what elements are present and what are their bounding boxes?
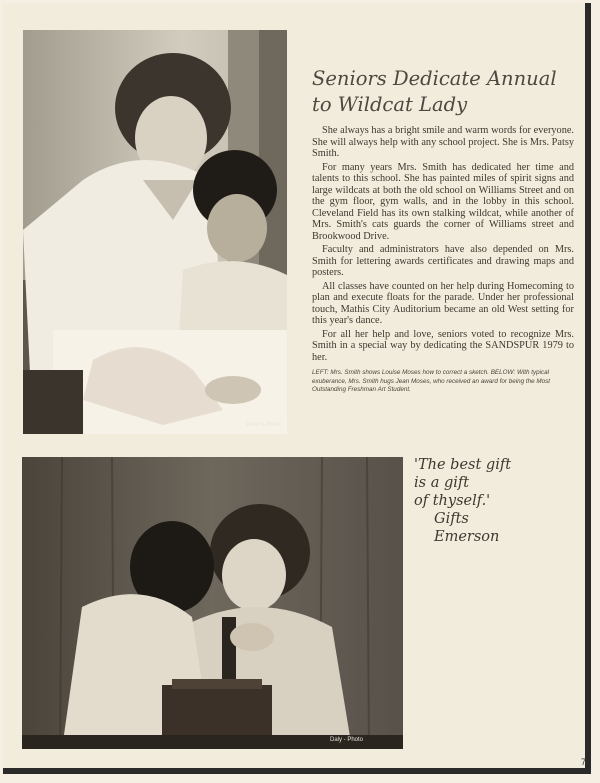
photo-credit-bottom: Daly - Photo [329, 737, 363, 743]
quote-author: Emerson [434, 529, 500, 545]
quote-line-1: 'The best gift [414, 457, 512, 473]
photo-teacher-with-student [23, 30, 287, 434]
photo-teacher-with-student-image [23, 30, 287, 434]
page-number: 7 [580, 757, 586, 767]
article-paragraph: For many years Mrs. Smith has dedicated her time and talents to this school. She has painted miles of spirit signs and large wildcats at both the old school on Williams Street and on the gym floor, gym walls, and in the lobby in this school. Cleveland Field has its own stalking wildcat, while another of Mrs. Smith's cats guards the corner of Williams street and Brookwood Drive. [312, 161, 574, 242]
quote-line-3: of thyself.' [414, 493, 491, 509]
photo-caption: LEFT: Mrs. Smith shows Louise Moses how to correct a sketch. BELOW: With typical exuberance, Mrs. Smith hugs Jean Moses, who received an award for being the Most Outstanding Freshman Art Student. [312, 369, 551, 393]
quote-source: Gifts [434, 511, 469, 527]
headline-line-2: to Wildcat Lady [312, 93, 468, 116]
emerson-quote [414, 456, 574, 546]
article-headline [312, 66, 574, 118]
article-paragraph: For all her help and love, seniors voted to recognize Mrs. Smith in a special way by dedicating the SANDSPUR 1979 to her. [312, 328, 574, 363]
photo-teacher-hugging-student-image [22, 457, 403, 749]
article-paragraph: All classes have counted on her help during Homecoming to plan and execute floats for the parade. Under her professional touch, Mathis City Auditorium became an old West setting for this year's dance. [312, 280, 574, 326]
article-paragraph: Faculty and administrators have also depended on Mrs. Smith for lettering awards certificates and drawing maps and posters. [312, 244, 574, 278]
photo-credit-top: Duke's Photo [245, 422, 281, 428]
article-body [312, 125, 574, 365]
photo-teacher-hugging-student [22, 457, 403, 749]
quote-line-2: is a gift [414, 475, 470, 491]
headline-line-1: Seniors Dedicate Annual [312, 67, 557, 90]
article-paragraph: She always has a bright smile and warm words for everyone. She will always help with any school project. She is Mrs. Patsy Smith. [312, 125, 574, 159]
